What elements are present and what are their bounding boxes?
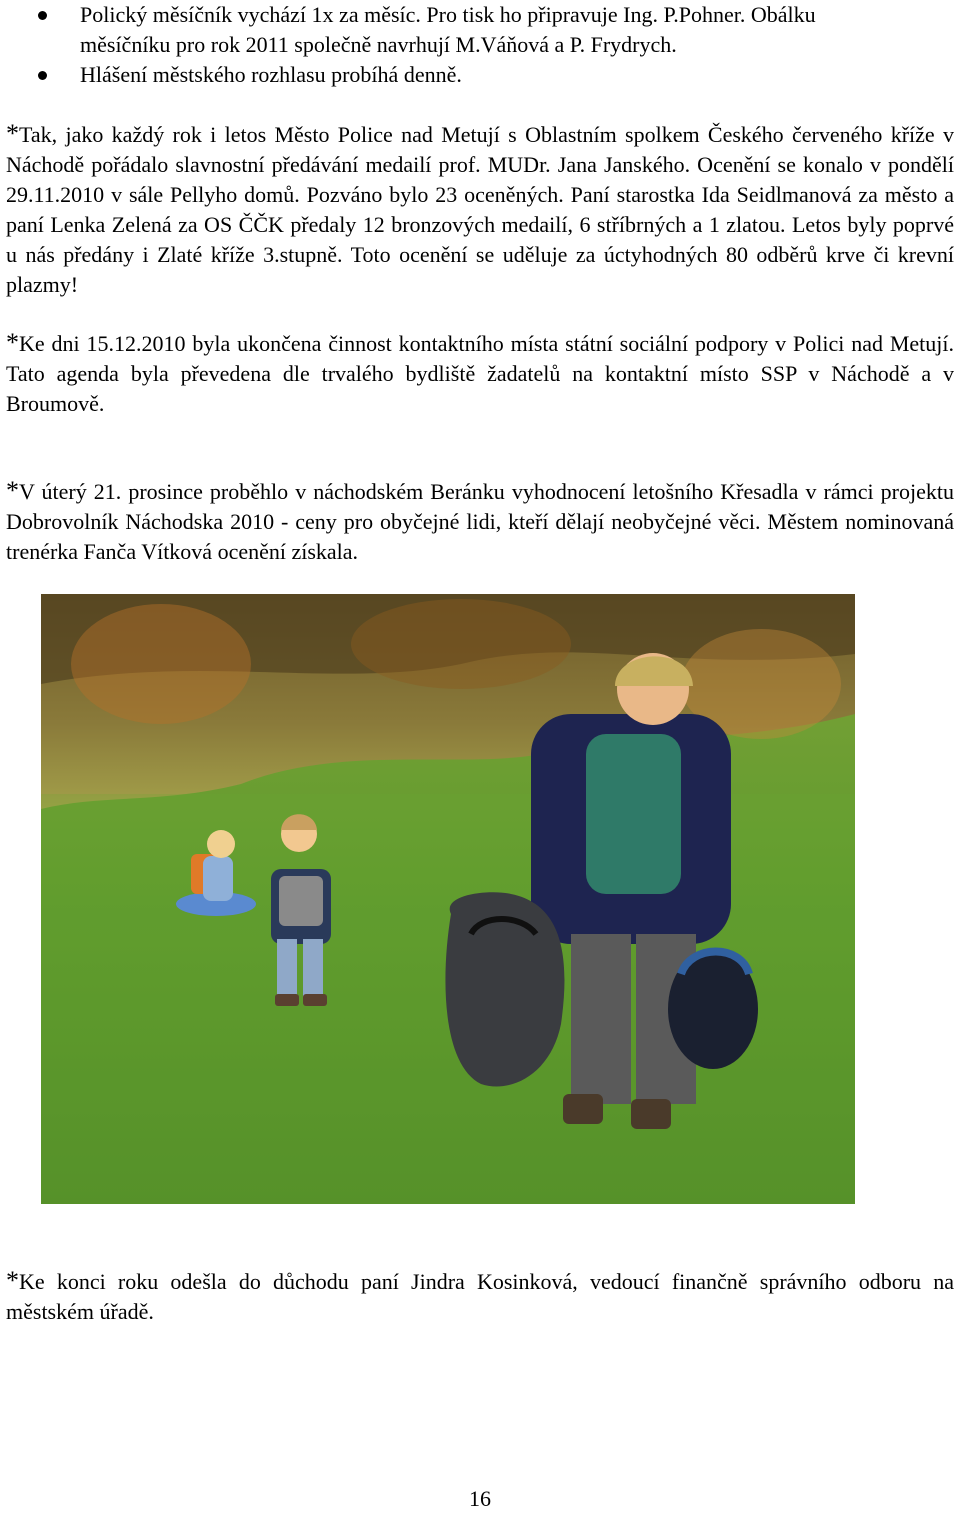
photo-illustration [41, 594, 855, 1204]
paragraph-text: Ke dni 15.12.2010 byla ukončena činnost kontaktního místa státní sociální podpory v Polici nad Metují. Tato agenda byla převedena dle trvalého bydliště žadatelů na kontaktní místo SSP v Náchodě a v Broumově. [6, 331, 954, 416]
asterisk-marker: * [6, 328, 19, 357]
paragraph-retirement [6, 1266, 954, 1327]
page-number: 16 [469, 1486, 491, 1511]
bullet-dot-icon [38, 11, 47, 20]
paragraph-ssp [6, 328, 954, 419]
bullet-list [0, 0, 960, 90]
photo-hikers-meadow [41, 594, 855, 1204]
paragraph-medals [6, 119, 954, 300]
bullet-item [0, 60, 960, 90]
bullet-item [0, 0, 960, 60]
asterisk-marker: * [6, 119, 19, 148]
asterisk-marker: * [6, 476, 19, 505]
paragraph-text: Tak, jako každý rok i letos Město Police nad Metují s Oblastním spolkem Českého červeného kříže v Náchodě pořádalo slavnostní předávání medailí prof. MUDr. Jana Janského. Ocenění se konalo v pondělí 29.11.2010 v sále Pellyho domů. Pozváno bylo 23 oceněných. Paní starostka Ida Seidlmanová za město a paní Lenka Zelená za OS ČČK předaly 12 bronzových medailí, 6 stříbrných a 1 zlatou. Letos byly poprvé u nás předány i Zlaté kříže 3.stupně. Toto ocenění se uděluje za úctyhodných 80 odběrů krve či krevní plazmy! [6, 122, 954, 297]
asterisk-marker: * [6, 1266, 19, 1295]
bullet-line: měsíčníku pro rok 2011 společně navrhují M.Váňová a P. Frydrych. [80, 32, 677, 57]
bullet-line: Hlášení městského rozhlasu probíhá denně. [80, 62, 462, 87]
bullet-line: Polický měsíčník vychází 1x za měsíc. Pro tisk ho připravuje Ing. P.Pohner. Obálku [80, 2, 816, 27]
bullet-dot-icon [38, 71, 47, 80]
paragraph-text: V úterý 21. prosince proběhlo v náchodském Beránku vyhodnocení letošního Křesadla v rámci projektu Dobrovolník Náchodska 2010 - ceny pro obyčejné lidi, kteří dělají neobyčejné věci. Městem nominovaná trenérka Fanča Vítková ocenění získala. [6, 479, 954, 564]
paragraph-kresadlo [6, 476, 954, 567]
paragraph-text: Ke konci roku odešla do důchodu paní Jindra Kosinková, vedoucí finančně správního odboru na městském úřadě. [6, 1269, 954, 1324]
